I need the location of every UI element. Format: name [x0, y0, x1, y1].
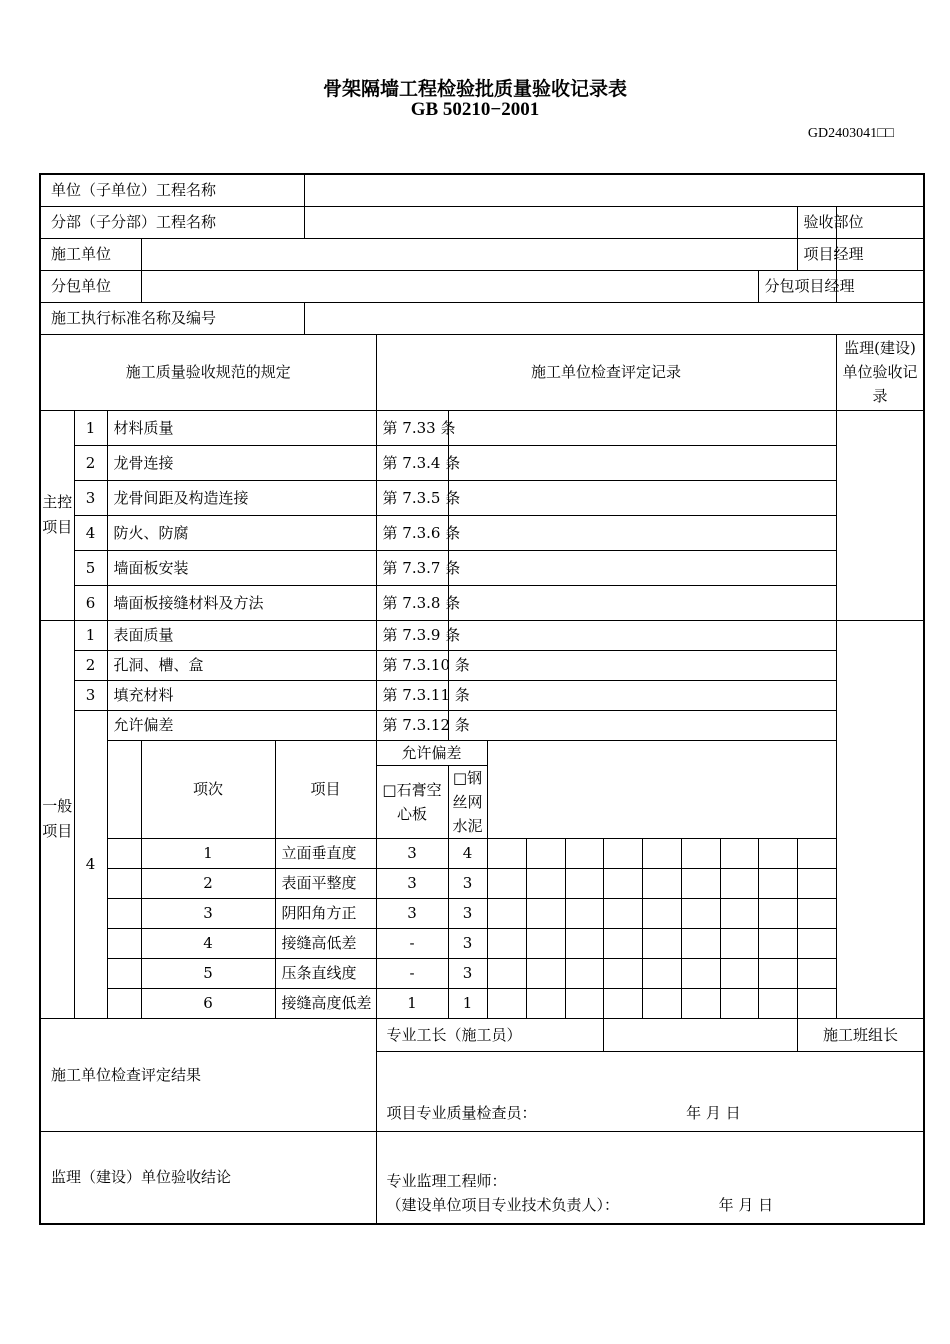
main-item-name: 墙面板接缝材料及方法	[107, 585, 376, 620]
main-item-clause: 第 7.33 条	[376, 410, 448, 445]
deviation-item-row	[40, 958, 924, 988]
general-item-row	[40, 620, 924, 650]
main-item-clause: 第 7.3.5 条	[376, 480, 448, 515]
inspector-line	[376, 1101, 924, 1131]
measure-cell[interactable]	[487, 898, 526, 928]
measure-cell[interactable]	[487, 868, 526, 898]
general-item-record[interactable]	[448, 620, 836, 650]
dev-item-gypsum: 3	[376, 868, 448, 898]
measure-cell[interactable]	[565, 868, 603, 898]
dev-item-steel: 3	[448, 958, 487, 988]
general-item-no: 2	[74, 650, 107, 680]
general-item-row	[40, 680, 924, 710]
measure-cell[interactable]	[758, 988, 797, 1018]
main-item-record[interactable]	[448, 410, 836, 445]
steel-mesh-header[interactable]: □钢丝网水泥	[448, 765, 487, 838]
dev-item-name: 压条直线度	[275, 958, 376, 988]
dev-item-no: 6	[141, 988, 275, 1018]
check-result-label: 施工单位检查评定结果	[40, 1018, 376, 1131]
deviation-clause: 第 7.3.12 条	[376, 710, 448, 740]
general-item-name: 孔洞、槽、盒	[107, 650, 376, 680]
check-result-field[interactable]	[376, 1051, 924, 1101]
main-item-row	[40, 445, 924, 480]
seq-header: 项次	[141, 740, 275, 838]
general-item-clause: 第 7.3.10 条	[376, 650, 448, 680]
subcontractor-field[interactable]	[141, 270, 758, 302]
measure-cell[interactable]	[758, 958, 797, 988]
allow-header: 允许偏差	[376, 740, 487, 765]
measure-cell[interactable]	[642, 928, 681, 958]
general-item-record[interactable]	[448, 650, 836, 680]
sub-pm-label: 分包项目经理	[758, 270, 836, 302]
general-item-row	[40, 650, 924, 680]
standard-field[interactable]	[304, 302, 924, 334]
dev-item-name: 立面垂直度	[275, 838, 376, 868]
general-items-label: 一般项目	[40, 620, 74, 1018]
measure-cell[interactable]	[797, 958, 836, 988]
main-item-no: 4	[74, 515, 107, 550]
main-item-no: 2	[74, 445, 107, 480]
deviation-name: 允许偏差	[107, 710, 376, 740]
dev-item-steel: 1	[448, 988, 487, 1018]
general-item-no: 3	[74, 680, 107, 710]
spec-column-header: 施工质量验收规范的规定	[40, 334, 376, 410]
measure-cell[interactable]	[487, 928, 526, 958]
main-item-no: 6	[74, 585, 107, 620]
conclusion-label: 监理（建设）单位验收结论	[40, 1131, 376, 1224]
main-item-row	[40, 550, 924, 585]
dev-item-steel: 3	[448, 868, 487, 898]
measure-cell[interactable]	[526, 928, 565, 958]
measure-cell[interactable]	[797, 898, 836, 928]
dev-item-no: 5	[141, 958, 275, 988]
main-item-no: 5	[74, 550, 107, 585]
measure-cell[interactable]	[603, 928, 642, 958]
general-item-clause: 第 7.3.9 条	[376, 620, 448, 650]
measure-cell[interactable]	[603, 898, 642, 928]
measure-cell[interactable]	[758, 868, 797, 898]
measure-cell[interactable]	[642, 838, 681, 868]
measure-cell[interactable]	[797, 988, 836, 1018]
measure-cell[interactable]	[603, 988, 642, 1018]
deviation-item-row	[40, 988, 924, 1018]
standard-number: GB 50210−2001	[410, 99, 540, 120]
main-item-record[interactable]	[448, 445, 836, 480]
conclusion-field[interactable]	[376, 1131, 924, 1224]
subcontractor-label: 分包单位	[40, 270, 141, 302]
measure-cell[interactable]	[526, 838, 565, 868]
measure-cell[interactable]	[797, 868, 836, 898]
measure-cell[interactable]	[487, 988, 526, 1018]
tech-label: （建设单位项目专业技术负责人）：	[386, 1196, 620, 1214]
dev-item-no: 2	[141, 868, 275, 898]
measure-cell[interactable]	[681, 988, 720, 1018]
measure-cell[interactable]	[565, 958, 603, 988]
dev-item-name: 表面平整度	[275, 868, 376, 898]
measure-cell[interactable]	[681, 838, 720, 868]
unit-name-field[interactable]	[304, 174, 924, 206]
pm-label: 项目经理	[797, 238, 836, 270]
main-item-row	[40, 515, 924, 550]
supervision-column-header: 监理(建设)单位验收记录	[836, 334, 924, 410]
main-item-name: 龙骨间距及构造连接	[107, 480, 376, 515]
form-title: 骨架隔墙工程检验批质量验收记录表	[322, 78, 627, 100]
deviation-header-blank	[487, 740, 924, 838]
conclusion-date: 年 月 日	[718, 1196, 774, 1214]
dev-item-gypsum: -	[376, 928, 448, 958]
main-item-record[interactable]	[448, 515, 836, 550]
measure-cell[interactable]	[758, 838, 797, 868]
main-item-row	[40, 585, 924, 620]
main-item-clause: 第 7.3.8 条	[376, 585, 448, 620]
dev-item-steel: 3	[448, 928, 487, 958]
team-leader-label: 施工班组长	[797, 1018, 924, 1051]
main-item-record[interactable]	[448, 585, 836, 620]
general-item-name: 填充材料	[107, 680, 376, 710]
measure-cell[interactable]	[603, 958, 642, 988]
measure-cell[interactable]	[797, 928, 836, 958]
constructor-field[interactable]	[141, 238, 797, 270]
deviation-record[interactable]	[448, 710, 836, 740]
general-item-clause: 第 7.3.11 条	[376, 680, 448, 710]
main-item-row	[40, 410, 924, 445]
dev-item-no: 1	[141, 838, 275, 868]
general-item-name: 表面质量	[107, 620, 376, 650]
measure-cell[interactable]	[758, 928, 797, 958]
deviation-item-row	[40, 838, 924, 868]
measure-cell[interactable]	[681, 958, 720, 988]
deviation-row	[40, 710, 924, 740]
measure-cell[interactable]	[720, 988, 758, 1018]
measure-cell[interactable]	[720, 958, 758, 988]
main-item-no: 1	[74, 410, 107, 445]
deviation-item-row	[40, 868, 924, 898]
dev-item-no: 3	[141, 898, 275, 928]
main-item-clause: 第 7.3.7 条	[376, 550, 448, 585]
dev-item-name: 阴阳角方正	[275, 898, 376, 928]
main-item-name: 材料质量	[107, 410, 376, 445]
dev-item-gypsum: 3	[376, 898, 448, 928]
main-supervision-cell[interactable]	[836, 410, 924, 620]
dev-item-no: 4	[141, 928, 275, 958]
foreman-field[interactable]	[603, 1018, 797, 1051]
record-column-header: 施工单位检查评定记录	[376, 334, 836, 410]
dev-item-steel: 3	[448, 898, 487, 928]
measure-cell[interactable]	[565, 898, 603, 928]
measure-cell[interactable]	[526, 988, 565, 1018]
inspection-form-table	[39, 173, 925, 1225]
measure-cell[interactable]	[603, 868, 642, 898]
dev-item-gypsum: 1	[376, 988, 448, 1018]
measure-cell[interactable]	[642, 958, 681, 988]
standard-label: 施工执行标准名称及编号	[40, 302, 304, 334]
accept-part-label: 验收部位	[797, 206, 836, 238]
measure-cell[interactable]	[720, 868, 758, 898]
measure-cell[interactable]	[603, 838, 642, 868]
tech-line	[387, 1193, 918, 1217]
measure-cell[interactable]	[720, 898, 758, 928]
dev-item-gypsum: -	[376, 958, 448, 988]
sub-name-field[interactable]	[304, 206, 797, 238]
check-date: 年 月 日	[686, 1104, 741, 1122]
main-item-record[interactable]	[448, 550, 836, 585]
dev-item-name: 接缝高低差	[275, 928, 376, 958]
main-item-no: 3	[74, 480, 107, 515]
measure-cell[interactable]	[681, 868, 720, 898]
measure-cell[interactable]	[526, 868, 565, 898]
general-item-record[interactable]	[448, 680, 836, 710]
measure-cell[interactable]	[642, 868, 681, 898]
main-item-clause: 第 7.3.4 条	[376, 445, 448, 480]
main-item-name: 龙骨连接	[107, 445, 376, 480]
unit-name-label: 单位（子单位）工程名称	[40, 174, 304, 206]
item-header: 项目	[275, 740, 376, 838]
deviation-no: 4	[74, 710, 107, 1018]
main-item-name: 防火、防腐	[107, 515, 376, 550]
dev-item-gypsum: 3	[376, 838, 448, 868]
form-code: GD2403041□□	[807, 126, 894, 141]
measure-cell[interactable]	[758, 898, 797, 928]
sub-name-label: 分部（子分部）工程名称	[40, 206, 304, 238]
measure-cell[interactable]	[487, 838, 526, 868]
measure-cell[interactable]	[565, 838, 603, 868]
main-item-name: 墙面板安装	[107, 550, 376, 585]
general-item-no: 1	[74, 620, 107, 650]
measure-cell[interactable]	[642, 988, 681, 1018]
measure-cell[interactable]	[526, 898, 565, 928]
engineer-label: 专业监理工程师：	[386, 1172, 507, 1190]
measure-cell[interactable]	[681, 928, 720, 958]
main-item-record[interactable]	[448, 480, 836, 515]
constructor-label: 施工单位	[40, 238, 141, 270]
measure-cell[interactable]	[526, 958, 565, 988]
main-item-row	[40, 480, 924, 515]
measure-cell[interactable]	[720, 838, 758, 868]
measure-cell[interactable]	[681, 898, 720, 928]
inspector-label: 项目专业质量检查员：	[386, 1104, 537, 1122]
measure-cell[interactable]	[797, 838, 836, 868]
measure-cell[interactable]	[565, 988, 603, 1018]
main-item-clause: 第 7.3.6 条	[376, 515, 448, 550]
gypsum-board-header[interactable]: □石膏空心板	[376, 765, 448, 838]
deviation-item-row	[40, 928, 924, 958]
measure-cell[interactable]	[642, 898, 681, 928]
dev-item-name: 接缝高度低差	[275, 988, 376, 1018]
dev-item-steel: 4	[448, 838, 487, 868]
measure-cell[interactable]	[565, 928, 603, 958]
deviation-item-row	[40, 898, 924, 928]
foreman-label: 专业工长（施工员）	[376, 1018, 603, 1051]
measure-cell[interactable]	[720, 928, 758, 958]
main-control-label: 主控项目	[40, 410, 74, 620]
measure-cell[interactable]	[487, 958, 526, 988]
